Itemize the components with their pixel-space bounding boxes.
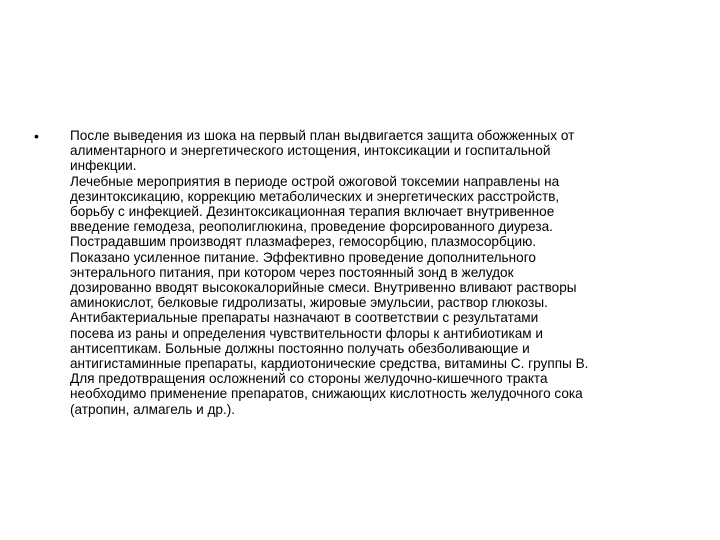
slide-body-text: После выведения из шока на первый план выдвигается защита обожженных от алиментарного и энергетического истощения, интоксикации и госпитальной инфекции. Лечебные мероприятия в периоде острой ожоговой токсемии направлены на дезинтоксикацию, коррекцию метаболических и энергетических расстройств, борьбу с инфекцией. Дезинтоксикационная терапия включает внутривенное введение гемодеза, реополиглюкина, проведение форсированного диуреза. Пострадавшим производят плазмаферез, гемосорбцию, плазмосорбцию. Показано усиленное питание. Эффективно проведение дополнительного энтерального питания, при котором через постоянный зонд в желудок дозированно вводят высококалорийные смеси. Внутривенно вливают растворы аминокислот, белковые гидролизаты, жировые эмульсии, раствор глюкозы. Антибактериальные препараты назначают в соответствии с результатами посева из раны и определения чувствительности флоры к антибиотикам и антисептикам. Больные должны постоянно получать обезболивающие и антигистаминные препараты, кардиотонические средства, витамины С. группы В. Для предотвращения осложнений со стороны желудочно-кишечного тракта необходимо применение препаратов, снижающих кислотность желудочного сока (атропин, алмагель и др.). xyxy=(70,128,589,417)
bullet-marker: • xyxy=(34,128,39,144)
